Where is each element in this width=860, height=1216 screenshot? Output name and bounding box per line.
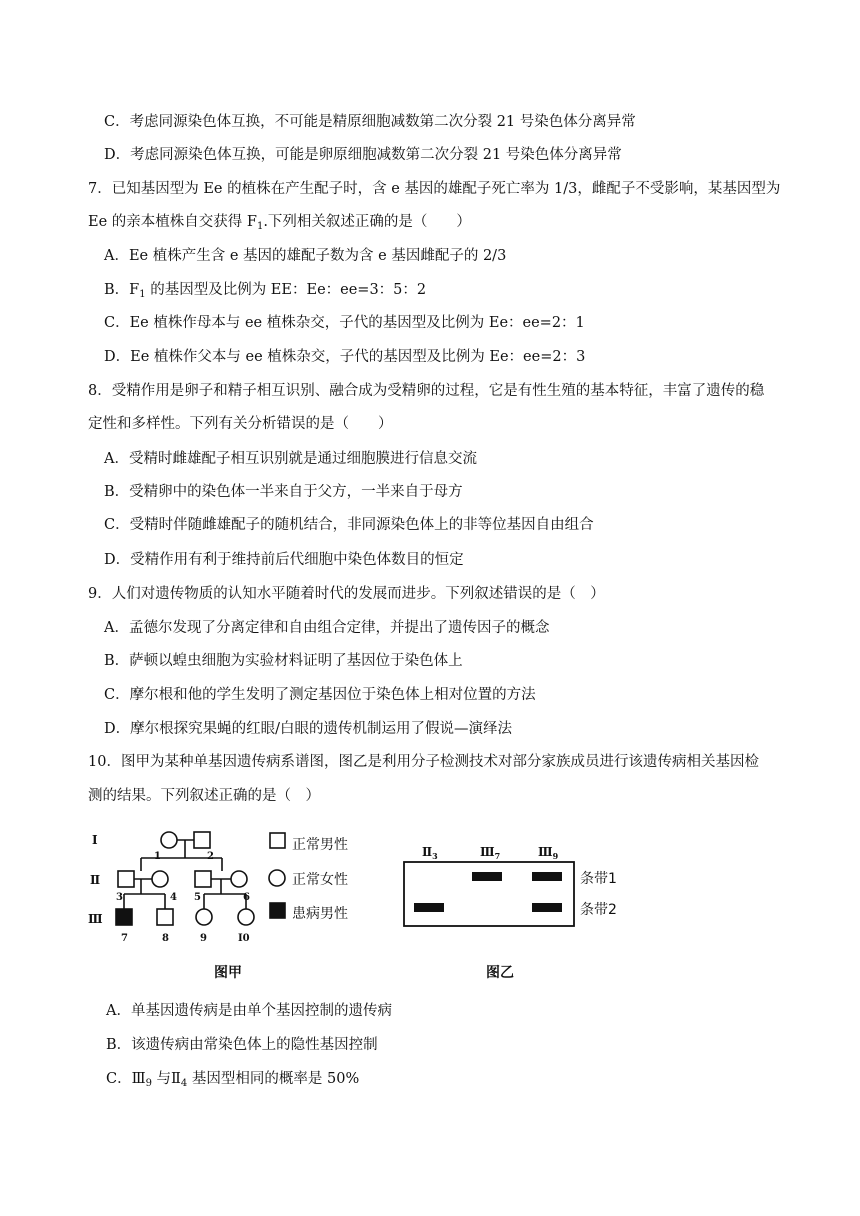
q9-option-c: C．摩尔根和他的学生发明了测定基因位于染色体上相对位置的方法 xyxy=(104,687,536,703)
q10-stem-line2: 测的结果。下列叙述正确的是（ ） xyxy=(88,788,320,804)
figure-jia-caption: 图甲 xyxy=(214,965,242,981)
individual-6 xyxy=(231,871,247,887)
lane-label-1: $Ⅱ_3$ xyxy=(422,845,438,861)
q10-option-b: B．该遗传病由常染色体上的隐性基因控制 xyxy=(106,1037,378,1053)
id-7: 7 xyxy=(121,933,128,944)
q7-option-a: A．Ee 植株产生含 e 基因的雄配子数为含 e 基因雌配子的 2/3 xyxy=(104,248,507,264)
id-1: 1 xyxy=(154,851,161,862)
individual-4 xyxy=(152,871,168,887)
legend-female-icon xyxy=(269,870,285,886)
q8-option-a: A．受精时雌雄配子相互识别就是通过细胞膜进行信息交流 xyxy=(104,451,477,467)
gel-figure xyxy=(398,842,658,992)
band-label-1: 条带1 xyxy=(580,871,617,887)
id-10: I0 xyxy=(238,933,250,944)
legend-affected-male: 患病男性 xyxy=(292,906,348,922)
q7-option-b: B．$F_1$ 的基因型及比例为 EE：Ee：ee=3：5：2 xyxy=(104,282,427,300)
legend-normal-female: 正常女性 xyxy=(292,872,348,888)
lane-label-2: $Ⅲ_7$ xyxy=(480,845,501,861)
id-8: 8 xyxy=(162,933,169,944)
legend-normal-male: 正常男性 xyxy=(292,837,348,853)
q7-option-c: C．Ee 植株作母本与 ee 植株杂交，子代的基因型及比例为 Ee：ee=2：1 xyxy=(104,315,585,331)
gel-frame xyxy=(404,862,574,926)
band-III7-1 xyxy=(472,872,502,881)
q10-option-a: A．单基因遗传病是由单个基因控制的遗传病 xyxy=(106,1003,392,1019)
band-II3-2 xyxy=(414,903,444,912)
id-4: 4 xyxy=(170,892,177,903)
id-2: 2 xyxy=(207,851,214,862)
gen-label-2: Ⅱ xyxy=(90,873,101,887)
band-III9-1 xyxy=(532,872,562,881)
q8-stem-line2: 定性和多样性。下列有关分析错误的是（ ） xyxy=(88,416,393,432)
q9-option-d: D．摩尔根探究果蝇的红眼/白眼的遗传机制运用了假说—演绎法 xyxy=(104,721,513,737)
band-III9-2 xyxy=(532,903,562,912)
id-9: 9 xyxy=(200,933,207,944)
individual-7 xyxy=(116,909,132,925)
individual-9 xyxy=(196,909,212,925)
gen-label-3: Ⅲ xyxy=(88,912,103,926)
individual-8 xyxy=(157,909,173,925)
q9-option-a: A．孟德尔发现了分离定律和自由组合定律，并提出了遗传因子的概念 xyxy=(104,620,550,636)
q7-stem-line1: 7．已知基因型为 Ee 的植株在产生配子时，含 e 基因的雄配子死亡率为 1/3，雌配子不受影响，某基因型为 xyxy=(88,181,781,197)
q8-option-d: D．受精作用有利于维持前后代细胞中染色体数目的恒定 xyxy=(104,552,464,568)
id-5: 5 xyxy=(194,892,201,903)
individual-5 xyxy=(195,871,211,887)
individual-2 xyxy=(194,832,210,848)
q6-option-d: D．考虑同源染色体互换，可能是卵原细胞减数第二次分裂 21 号染色体分离异常 xyxy=(104,147,622,163)
individual-3 xyxy=(118,871,134,887)
individual-10 xyxy=(238,909,254,925)
q7-option-d: D．Ee 植株作父本与 ee 植株杂交，子代的基因型及比例为 Ee：ee=2：3 xyxy=(104,349,586,365)
id-6: 6 xyxy=(243,892,250,903)
q10-option-c: C．$Ⅲ_9$ 与$Ⅱ_4$ 基因型相同的概率是 50% xyxy=(106,1071,360,1089)
figure-yi-caption: 图乙 xyxy=(486,965,514,981)
legend-affected-male-icon xyxy=(270,903,285,918)
q7-stem-line2: Ee 的亲本植株自交获得 $F_1$.下列相关叙述正确的是（ ） xyxy=(88,214,471,232)
id-3: 3 xyxy=(116,892,123,903)
lane-label-3: $Ⅲ_9$ xyxy=(538,845,559,861)
q9-stem: 9．人们对遗传物质的认知水平随着时代的发展而进步。下列叙述错误的是（ ） xyxy=(88,586,605,602)
q8-stem-line1: 8．受精作用是卵子和精子相互识别、融合成为受精卵的过程，它是有性生殖的基本特征，丰富了遗传的稳 xyxy=(88,383,765,399)
band-label-2: 条带2 xyxy=(580,902,617,918)
individual-1 xyxy=(161,832,177,848)
q9-option-b: B．萨顿以蝗虫细胞为实验材料证明了基因位于染色体上 xyxy=(104,653,463,669)
legend-male-icon xyxy=(270,833,285,848)
gen-label-1: I xyxy=(92,833,98,847)
q10-stem-line1: 10．图甲为某种单基因遗传病系谱图，图乙是利用分子检测技术对部分家族成员进行该遗传病相关基因检 xyxy=(88,754,759,770)
q6-option-c: C．考虑同源染色体互换，不可能是精原细胞减数第二次分裂 21 号染色体分离异常 xyxy=(104,114,636,130)
q8-option-c: C．受精时伴随雌雄配子的随机结合，非同源染色体上的非等位基因自由组合 xyxy=(104,517,594,533)
q8-option-b: B．受精卵中的染色体一半来自于父方，一半来自于母方 xyxy=(104,484,463,500)
